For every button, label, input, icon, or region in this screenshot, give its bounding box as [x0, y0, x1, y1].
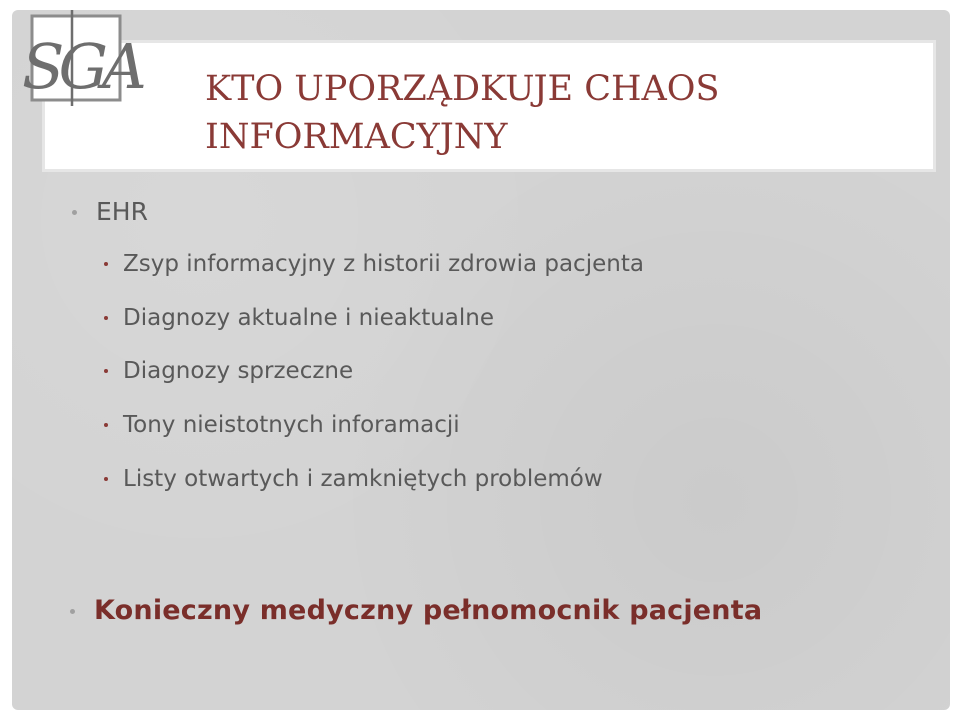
slide-title-line-1: KTO UPORZĄDKUJE CHAOS	[205, 69, 720, 109]
sub-bullet-dot	[104, 262, 108, 266]
sub-bullet-item	[123, 304, 494, 332]
bullet-text-emphasis: Konieczny medyczny pełnomocnik pacjenta	[94, 595, 763, 626]
bullet-text: EHR	[96, 197, 148, 226]
sub-bullet-item	[123, 411, 460, 439]
logo-text: SGA	[22, 30, 141, 103]
sub-bullet-text: Zsyp informacyjny z historii zdrowia pacjenta	[123, 251, 644, 277]
sub-bullet-text: Diagnozy aktualne i nieaktualne	[123, 305, 495, 331]
bullet-item-ehr	[96, 197, 148, 227]
sub-bullet-item	[123, 250, 644, 278]
bullet-item-emphasis	[94, 594, 762, 628]
sub-bullet-item	[123, 357, 353, 385]
bullet-dot	[70, 609, 75, 614]
sub-bullet-dot	[104, 369, 108, 373]
sub-bullet-item	[123, 465, 603, 493]
sub-bullet-dot	[104, 423, 108, 427]
sub-bullet-text: Tony nieistotnych inforamacji	[123, 412, 460, 438]
slide-title-line-2: INFORMACYJNY	[205, 117, 508, 157]
sub-bullet-text: Listy otwartych i zamkniętych problemów	[123, 466, 603, 492]
sub-bullet-dot	[104, 316, 108, 320]
sub-bullet-text: Diagnozy sprzeczne	[123, 358, 354, 384]
bullet-dot	[72, 210, 77, 215]
sub-bullet-dot	[104, 477, 108, 481]
